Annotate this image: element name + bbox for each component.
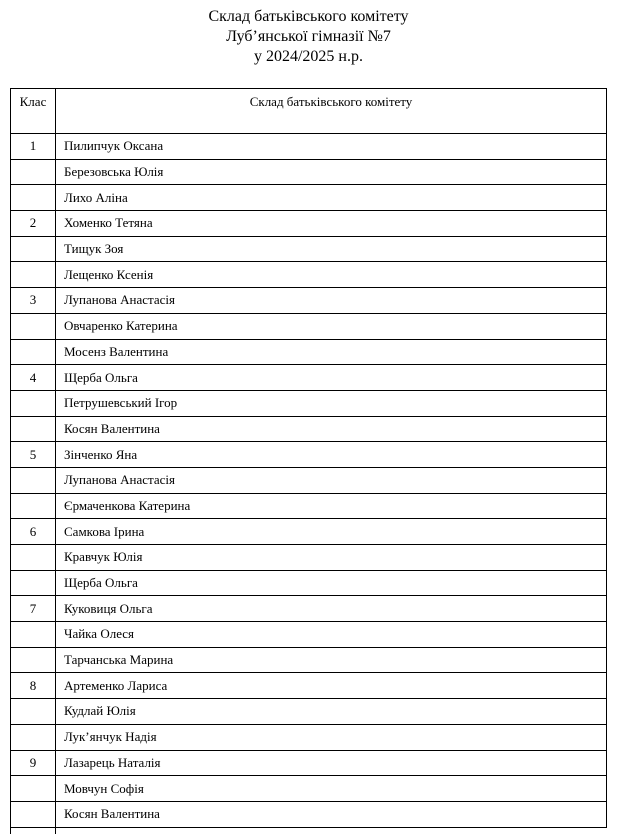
- name-cell: Лещенко Ксенія: [56, 262, 607, 288]
- name-cell: Тищук Зоя: [56, 236, 607, 262]
- name-cell: Хоменко Тетяна: [56, 211, 607, 237]
- class-cell: [11, 313, 56, 339]
- class-cell: [11, 493, 56, 519]
- cropped-next-row-divider-border: [55, 823, 56, 834]
- table-row: [11, 211, 607, 237]
- cropped-next-row-left-border: [10, 823, 11, 834]
- name-cell: Єрмаченкова Катерина: [56, 493, 607, 519]
- name-cell: Лупанова Анастасія: [56, 467, 607, 493]
- table-row: [11, 390, 607, 416]
- class-cell: [11, 724, 56, 750]
- table-row: [11, 673, 607, 699]
- table-row: [11, 288, 607, 314]
- table-row: [11, 699, 607, 725]
- class-cell: 2: [11, 211, 56, 237]
- class-cell: [11, 699, 56, 725]
- class-cell: 7: [11, 596, 56, 622]
- class-cell: [11, 545, 56, 571]
- committee-table: [10, 88, 607, 828]
- name-cell: Лазарець Наталія: [56, 750, 607, 776]
- class-cell: [11, 801, 56, 827]
- class-cell: 9: [11, 750, 56, 776]
- name-cell: Пилипчук Оксана: [56, 134, 607, 160]
- table-row: [11, 750, 607, 776]
- class-cell: [11, 390, 56, 416]
- class-cell: 6: [11, 519, 56, 545]
- table-row: [11, 236, 607, 262]
- table-row: [11, 647, 607, 673]
- table-row: [11, 545, 607, 571]
- class-cell: [11, 647, 56, 673]
- table-header-row: [11, 89, 607, 134]
- name-cell: Куковиця Ольга: [56, 596, 607, 622]
- table-row: [11, 313, 607, 339]
- name-cell: Щерба Ольга: [56, 365, 607, 391]
- name-cell: Березовська Юлія: [56, 159, 607, 185]
- name-cell: Самкова Ірина: [56, 519, 607, 545]
- name-cell: Лупанова Анастасія: [56, 288, 607, 314]
- name-cell: Кравчук Юлія: [56, 545, 607, 571]
- name-cell: Зінченко Яна: [56, 442, 607, 468]
- class-cell: 1: [11, 134, 56, 160]
- name-cell: Косян Валентина: [56, 801, 607, 827]
- name-cell: Тарчанська Марина: [56, 647, 607, 673]
- name-cell: Кудлай Юлія: [56, 699, 607, 725]
- name-cell: Лихо Аліна: [56, 185, 607, 211]
- class-cell: [11, 570, 56, 596]
- class-cell: [11, 776, 56, 802]
- table-row: [11, 776, 607, 802]
- table-row: [11, 262, 607, 288]
- table-row: [11, 493, 607, 519]
- committee-table-body: [11, 134, 607, 828]
- class-cell: [11, 339, 56, 365]
- title-line-2: Луб’янської гімназії №7: [226, 28, 391, 45]
- name-cell: Щерба Ольга: [56, 570, 607, 596]
- name-cell: Чайка Олеся: [56, 622, 607, 648]
- table-row: [11, 724, 607, 750]
- name-cell: Косян Валентина: [56, 416, 607, 442]
- table-row: [11, 339, 607, 365]
- table-row: [11, 185, 607, 211]
- class-cell: [11, 159, 56, 185]
- title-line-3: у 2024/2025 н.р.: [253, 48, 363, 65]
- table-row: [11, 134, 607, 160]
- class-cell: 4: [11, 365, 56, 391]
- class-cell: [11, 416, 56, 442]
- name-cell: Артеменко Лариса: [56, 673, 607, 699]
- name-cell: Лук’янчук Надія: [56, 724, 607, 750]
- name-cell: Овчаренко Катерина: [56, 313, 607, 339]
- table-row: [11, 596, 607, 622]
- class-cell: 8: [11, 673, 56, 699]
- class-cell: [11, 236, 56, 262]
- table-row: [11, 570, 607, 596]
- table-row: [11, 622, 607, 648]
- class-cell: [11, 622, 56, 648]
- table-row: [11, 159, 607, 185]
- table-row: [11, 467, 607, 493]
- name-cell: Мосенз Валентина: [56, 339, 607, 365]
- class-column-header: Клас: [11, 89, 56, 134]
- table-row: [11, 365, 607, 391]
- table-row: [11, 801, 607, 827]
- committee-column-header: Склад батьківського комітету: [56, 89, 607, 134]
- class-cell: 5: [11, 442, 56, 468]
- table-row: [11, 519, 607, 545]
- class-cell: [11, 185, 56, 211]
- name-cell: Мовчун Софія: [56, 776, 607, 802]
- table-row: [11, 416, 607, 442]
- class-cell: [11, 262, 56, 288]
- class-cell: [11, 467, 56, 493]
- document-title: [10, 7, 607, 67]
- name-cell: Петрушевський Ігор: [56, 390, 607, 416]
- title-line-1: Склад батьківського комітету: [208, 8, 409, 25]
- table-row: [11, 442, 607, 468]
- class-cell: 3: [11, 288, 56, 314]
